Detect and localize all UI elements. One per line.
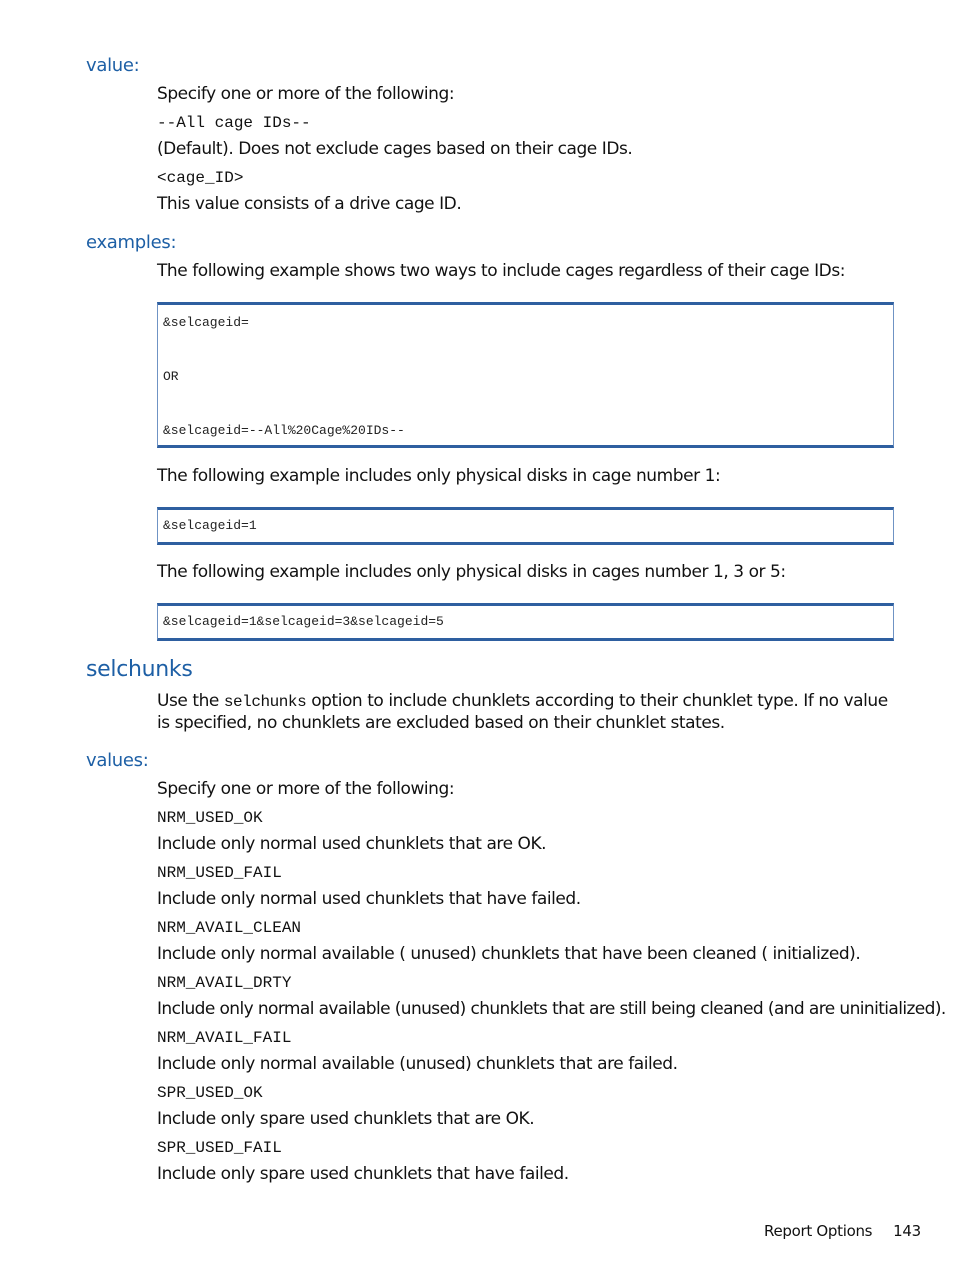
- values-term: SPR_USED_OK: [157, 1084, 263, 1102]
- heading-selchunks: selchunks: [86, 657, 193, 682]
- values-term: SPR_USED_FAIL: [157, 1139, 282, 1157]
- page-footer: [764, 1222, 921, 1240]
- code-block-3: [157, 603, 894, 641]
- value-term-all-cage-ids: --All cage IDs--: [157, 114, 311, 132]
- page-number: 143: [893, 1222, 921, 1240]
- values-term: NRM_USED_FAIL: [157, 864, 282, 882]
- heading-values: values:: [86, 750, 149, 771]
- values-term: NRM_AVAIL_CLEAN: [157, 919, 302, 937]
- values-intro: Specify one or more of the following:: [157, 779, 455, 799]
- examples-intro-1: The following example shows two ways to include cages regardless of their cage IDs:: [157, 261, 846, 281]
- value-desc-cage-id: This value consists of a drive cage ID.: [157, 194, 462, 214]
- selchunks-desc-post: option to include chunklets according to their chunklet type. If no value is specified, no chunklets are excluded based on their chunklet states.: [157, 691, 888, 733]
- selchunks-inline-code: selchunks: [223, 693, 307, 711]
- code-block-1: [157, 302, 894, 448]
- values-term: NRM_AVAIL_FAIL: [157, 1029, 292, 1047]
- heading-examples: examples:: [86, 232, 177, 253]
- values-desc: Include only normal available ( unused) chunklets that have been cleaned ( initialized).: [157, 944, 861, 964]
- value-intro: Specify one or more of the following:: [157, 84, 455, 104]
- code-line: &selcageid=1&selcageid=3&selcageid=5: [163, 614, 444, 629]
- code-line: &selcageid=: [163, 315, 249, 330]
- examples-intro-3: The following example includes only physical disks in cages number 1, 3 or 5:: [157, 562, 786, 582]
- values-term: NRM_AVAIL_DRTY: [157, 974, 292, 992]
- values-desc: Include only normal available (unused) chunklets that are failed.: [157, 1054, 678, 1074]
- code-line: &selcageid=1: [163, 518, 257, 533]
- values-desc: Include only normal used chunklets that have failed.: [157, 889, 581, 909]
- heading-value: value:: [86, 55, 140, 76]
- values-desc: Include only normal available (unused) chunklets that are still being cleaned (and are uninitialized).: [157, 999, 946, 1019]
- values-desc: Include only spare used chunklets that are OK.: [157, 1109, 535, 1129]
- selchunks-description: [157, 691, 897, 734]
- code-line: &selcageid=--All%20Cage%20IDs--: [163, 423, 405, 438]
- code-block-2: [157, 507, 894, 545]
- value-desc-all-cage-ids: (Default). Does not exclude cages based on their cage IDs.: [157, 139, 633, 159]
- value-term-cage-id: <cage_ID>: [157, 169, 244, 187]
- code-line: OR: [163, 369, 179, 384]
- examples-intro-2: The following example includes only physical disks in cage number 1:: [157, 466, 721, 486]
- footer-section-title: Report Options: [764, 1222, 873, 1240]
- values-desc: Include only normal used chunklets that are OK.: [157, 834, 547, 854]
- values-term: NRM_USED_OK: [157, 809, 263, 827]
- selchunks-desc-pre: Use the: [157, 691, 224, 711]
- values-desc: Include only spare used chunklets that have failed.: [157, 1164, 569, 1184]
